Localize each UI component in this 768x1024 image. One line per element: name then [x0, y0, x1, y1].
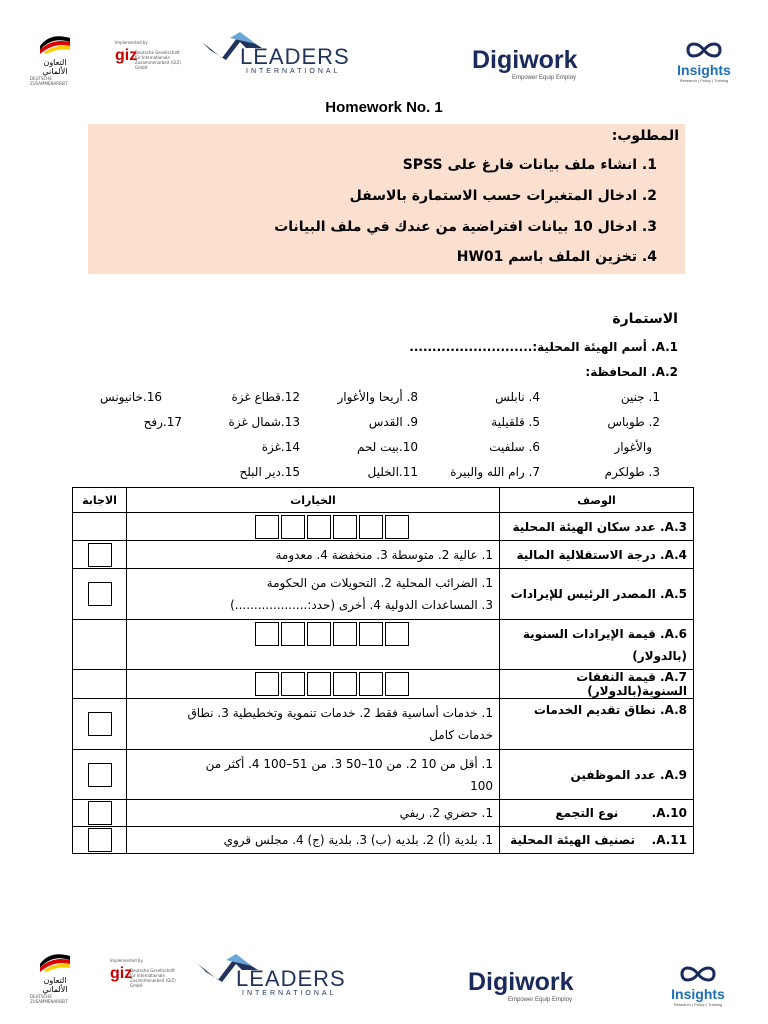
desc-line: (بالدولار)	[632, 648, 687, 663]
digiwork-sub: Empower Equip Employ	[512, 75, 577, 81]
requirements-label: المطلوب:	[611, 128, 679, 144]
question-a2: A.2. المحافظة:	[585, 365, 678, 379]
row-answer	[73, 513, 127, 541]
governorate-item: 17.رفح	[143, 415, 182, 429]
table-row	[73, 750, 694, 800]
row-answer	[73, 699, 127, 750]
footer-logos	[0, 948, 768, 1008]
insights-text: Insights	[671, 986, 725, 1002]
requirement-item: 2. ادخال المتغيرات حسب الاستمارة بالاسفل	[349, 188, 657, 204]
row-options: 1. بلدية (أ) 2. بلديه (ب) 3. بلدية (ج) 4. مجلس قروي	[127, 827, 500, 854]
table-row	[73, 541, 694, 569]
requirement-item: 4. تخزين الملف باسم HW01	[456, 249, 657, 265]
requirement-item: 1. انشاء ملف بيانات فارغ على SPSS	[402, 157, 657, 173]
governorate-item: 9. القدس	[368, 415, 418, 429]
cooperation-sub: DEUTSCHE ZUSAMMENARBEIT	[30, 76, 68, 86]
giz-sub: Deutsche Gesellschaft für Internationale Zusammenarbeit (GIZ) GmbH	[135, 50, 181, 70]
row-options: 1. عالية 2. متوسطة 3. منخفضة 4. معدومة	[127, 541, 500, 569]
digit-cells[interactable]	[127, 515, 499, 539]
digit-cells[interactable]	[127, 620, 499, 646]
implemented-by: Implemented by	[115, 40, 148, 45]
governorate-item: 11.الخليل	[367, 465, 418, 479]
header-desc: الوصف	[500, 488, 694, 513]
implemented-by: Implemented by	[110, 958, 143, 963]
option-line: 1. خدمات أساسية فقط 2. خدمات تنموية وتخطيطية 3. نطاق	[187, 706, 493, 720]
question-a1: A.1. أسم الهيئة المحلية:...........................	[409, 340, 678, 354]
row-options	[127, 699, 500, 750]
table-row	[73, 513, 694, 541]
infinity-icon	[678, 966, 718, 982]
row-options	[127, 569, 500, 620]
governorate-item: 2. طوباس	[607, 415, 660, 429]
digiwork-sub: Empower Equip Employ	[508, 997, 573, 1003]
row-answer	[73, 620, 127, 670]
row-options	[127, 750, 500, 800]
infinity-icon	[684, 42, 724, 58]
row-desc: A.5. المصدر الرئيس للإيرادات	[500, 569, 694, 620]
digit-cell[interactable]	[255, 672, 279, 696]
giz-text: giz	[115, 47, 138, 64]
governorate-item: 13.شمال غزة	[228, 415, 300, 429]
giz-logo	[110, 958, 176, 988]
table-row	[73, 620, 694, 670]
digit-cell[interactable]	[359, 515, 383, 539]
governorate-item: 12.قطاع غزة	[231, 390, 300, 404]
governorate-item: 16.خانيونس	[100, 390, 162, 404]
governorate-item: 3. طولكرم	[604, 465, 660, 479]
row-desc: A.3. عدد سكان الهيئة المحلية	[500, 513, 694, 541]
row-desc	[500, 620, 694, 670]
digit-cell[interactable]	[385, 515, 409, 539]
table-header-row	[73, 488, 694, 513]
table-row	[73, 699, 694, 750]
leaders-sub: INTERNATIONAL	[246, 68, 341, 75]
governorate-item: 5. قلقيلية	[491, 415, 540, 429]
digit-cell[interactable]	[385, 622, 409, 646]
leaders-text: LEADERS	[240, 44, 350, 69]
homework-title: Homework No. 1	[325, 99, 443, 116]
digit-cell[interactable]	[307, 515, 331, 539]
german-cooperation-logo	[30, 950, 90, 1004]
option-line: 3. المساعدات الدولية 4. أخرى (حدد:...................)	[230, 598, 493, 612]
row-options	[127, 513, 500, 541]
row-answer	[73, 750, 127, 800]
digit-cell[interactable]	[359, 622, 383, 646]
governorate-item: 7. رام الله والبيرة	[450, 465, 540, 479]
german-flag-icon	[38, 950, 72, 972]
option-line: خدمات كامل	[429, 728, 493, 742]
digit-cell[interactable]	[281, 672, 305, 696]
answer-box[interactable]	[88, 801, 112, 825]
row-desc: A.10. نوع التجمع	[500, 800, 694, 827]
governorate-item: 15.دير البلح	[239, 465, 300, 479]
giz-logo	[115, 40, 181, 70]
digit-cell[interactable]	[385, 672, 409, 696]
row-desc: A.7. قيمة النفقات السنوية(بالدولار)	[500, 670, 694, 699]
row-desc: A.11. تصنيف الهيئة المحلية	[500, 827, 694, 854]
insights-logo	[656, 966, 740, 1007]
row-answer	[73, 827, 127, 854]
digit-cell[interactable]	[281, 515, 305, 539]
row-answer	[73, 541, 127, 569]
cooperation-line1: التعاون	[43, 58, 67, 67]
digit-cells[interactable]	[127, 672, 499, 696]
leaders-logo	[200, 30, 350, 80]
header-options: الخيارات	[127, 488, 500, 513]
governorate-item: والأغوار	[614, 440, 652, 454]
insights-sub: Research | Policy | Training	[673, 1002, 723, 1007]
table-row	[73, 827, 694, 854]
digit-cell[interactable]	[333, 515, 357, 539]
row-desc: A.9. عدد الموظفين	[500, 750, 694, 800]
cooperation-line2: الألماني	[42, 985, 68, 994]
digit-cell[interactable]	[255, 622, 279, 646]
digit-cell[interactable]	[307, 672, 331, 696]
row-answer	[73, 800, 127, 827]
requirement-item: 3. ادخال 10 بيانات افتراضية من عندك في ملف البيانات	[274, 219, 657, 235]
giz-sub: Deutsche Gesellschaft für Internationale Zusammenarbeit (GIZ) GmbH	[130, 968, 176, 988]
cooperation-line2: الألماني	[42, 67, 68, 76]
desc-line: A.6. قيمة الإيرادات السنوية	[522, 626, 687, 641]
table-row	[73, 800, 694, 827]
governorate-item: 8. أريحا والأغوار	[337, 390, 418, 404]
row-desc: A.8. نطاق تقديم الخدمات	[500, 699, 694, 750]
header-answer: الاجابة	[73, 488, 127, 513]
governorate-item: 4. نابلس	[495, 390, 540, 404]
leaders-text: LEADERS	[236, 966, 346, 991]
answer-box[interactable]	[88, 582, 112, 606]
answer-box[interactable]	[88, 543, 112, 567]
row-options	[127, 620, 500, 670]
leaders-sub: INTERNATIONAL	[242, 990, 337, 997]
insights-sub: Research | Policy | Training	[679, 78, 729, 83]
leaders-logo	[196, 952, 346, 1002]
row-options	[127, 670, 500, 699]
insights-logo	[662, 42, 746, 83]
row-desc: A.4. درجة الاستقلالية المالية	[500, 541, 694, 569]
answer-box[interactable]	[88, 828, 112, 852]
cooperation-line1: التعاون	[43, 976, 67, 985]
answer-box[interactable]	[88, 712, 112, 736]
digiwork-text: Digiwork	[468, 968, 574, 996]
row-options: 1. حضري 2. ريفي	[127, 800, 500, 827]
governorate-item: 14.غزة	[261, 440, 300, 454]
digit-cell[interactable]	[307, 622, 331, 646]
digiwork-logo	[472, 46, 578, 81]
governorate-item: 6. سلفيت	[489, 440, 540, 454]
row-answer	[73, 569, 127, 620]
table-row	[73, 670, 694, 699]
form-title: الاستمارة	[612, 311, 678, 327]
option-line: 1. الضرائب المحلية 2. التحويلات من الحكومة	[266, 576, 493, 590]
digit-cell[interactable]	[333, 622, 357, 646]
german-cooperation-logo	[30, 32, 90, 86]
cooperation-sub: DEUTSCHE ZUSAMMENARBEIT	[30, 994, 68, 1004]
digit-cell[interactable]	[359, 672, 383, 696]
digiwork-logo	[468, 968, 574, 1003]
digit-cell[interactable]	[255, 515, 279, 539]
questions-table	[72, 487, 694, 854]
option-line: 1. أقل من 10 2. من 10–50 3. من 51–100 4. أكثر من	[205, 756, 493, 771]
governorate-item: 1. جنين	[620, 390, 660, 404]
row-answer	[73, 670, 127, 699]
german-flag-icon	[38, 32, 72, 54]
table-row	[73, 569, 694, 620]
insights-text: Insights	[677, 62, 731, 78]
governorate-item: 10.بيت لحم	[356, 440, 418, 454]
digit-cell[interactable]	[281, 622, 305, 646]
answer-box[interactable]	[88, 763, 112, 787]
digit-cell[interactable]	[333, 672, 357, 696]
giz-text: giz	[110, 965, 133, 982]
digiwork-text: Digiwork	[472, 46, 578, 74]
option-line: 100	[470, 778, 493, 793]
header-logos	[0, 30, 768, 90]
requirements-box	[88, 124, 685, 274]
